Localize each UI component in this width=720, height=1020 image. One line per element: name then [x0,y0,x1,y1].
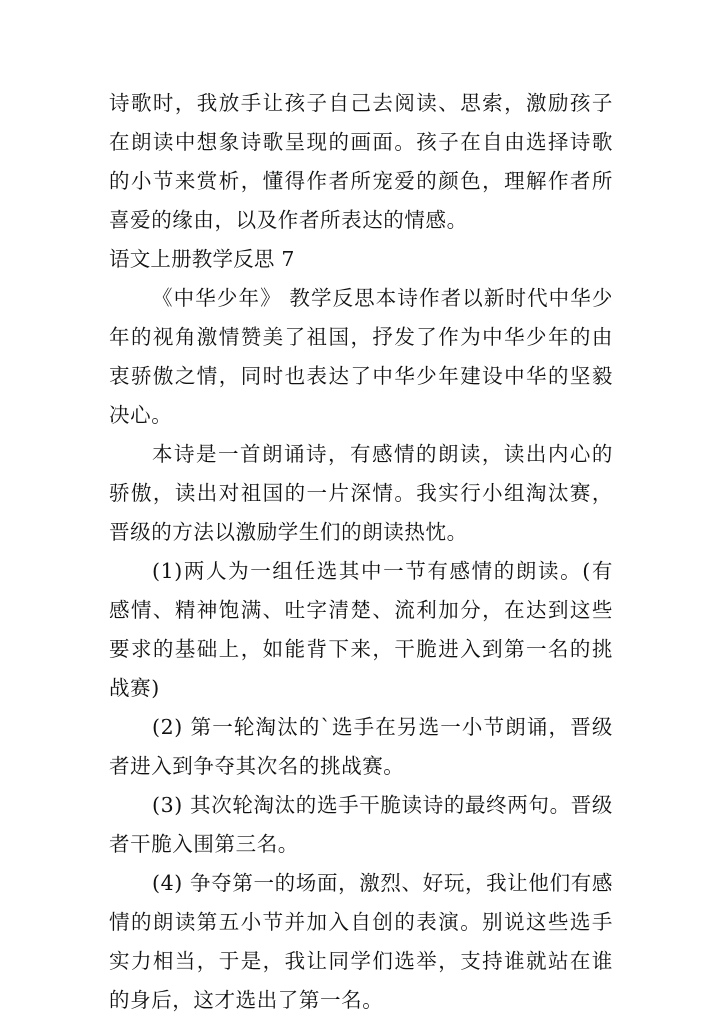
paragraph-continuation: 诗歌时，我放手让孩子自己去阅读、思索，激励孩子在朗读中想象诗歌呈现的画面。孩子在自由选择诗歌的小节来赏析，懂得作者所宠爱的颜色，理解作者所喜爱的缘由，以及作者所表达的情感。 [109,91,613,232]
paragraph-method: 本诗是一首朗诵诗，有感情的朗读，读出内心的骄傲，读出对祖国的一片深情。我实行小组淘汰赛，晋级的方法以激励学生们的朗读热忱。 [109,442,613,544]
paragraph-step-3: (3) 其次轮淘汰的选手干脆读诗的最终两句。晋级者干脆入围第三名。 [109,793,613,856]
paragraph-intro: 《中华少年》 教学反思本诗作者以新时代中华少年的视角激情赞美了祖国，抒发了作为中华少年的由衷骄傲之情，同时也表达了中华少年建设中华的坚毅决心。 [109,286,613,427]
document-body [109,84,613,1020]
paragraph-step-2: (2) 第一轮淘汰的`选手在另选一小节朗诵，晋级者进入到争夺其次名的挑战赛。 [109,715,613,778]
paragraph-step-1: (1)两人为一组任选其中一节有感情的朗读。(有感情、精神饱满、吐字清楚、流利加分，在达到这些要求的基础上，如能背下来，干脆进入到第一名的挑战赛) [109,559,613,700]
section-heading: 语文上册教学反思 7 [109,247,295,271]
paragraph-step-4: (4) 争夺第一的场面，激烈、好玩，我让他们有感情的朗读第五小节并加入自创的表演。别说这些选手实力相当，于是，我让同学们选举，支持谁就站在谁的身后，这才选出了第一名。 [109,871,613,1012]
